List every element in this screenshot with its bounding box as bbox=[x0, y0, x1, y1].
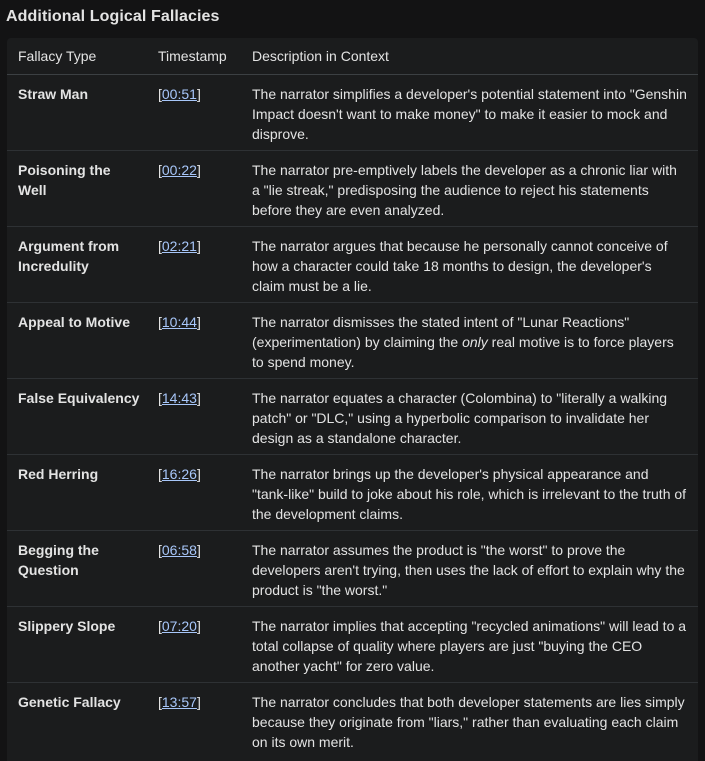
timestamp-cell: [02:21] bbox=[147, 227, 241, 303]
section-title: Additional Logical Fallacies bbox=[6, 8, 220, 25]
description-cell: The narrator brings up the developer's physical appearance and "tank-like" build to joke about his role, which is irrelevant to the truth of the development claims. bbox=[241, 455, 698, 531]
fallacy-type-cell: Appeal to Motive bbox=[7, 303, 147, 379]
fallacy-type-cell: Argument from Incredulity bbox=[7, 227, 147, 303]
timestamp-link[interactable]: 00:51 bbox=[161, 86, 197, 102]
fallacy-type-cell: False Equivalency bbox=[7, 379, 147, 455]
timestamp-link[interactable]: 07:20 bbox=[161, 618, 197, 634]
table-row bbox=[7, 531, 698, 607]
timestamp-cell: [00:22] bbox=[147, 151, 241, 227]
fallacy-type-cell: Begging the Question bbox=[7, 531, 147, 607]
table-row bbox=[7, 379, 698, 455]
table-row bbox=[7, 227, 698, 303]
table-row bbox=[7, 607, 698, 683]
timestamp-link[interactable]: 06:58 bbox=[161, 542, 197, 558]
timestamp-link[interactable]: 02:21 bbox=[161, 238, 197, 254]
timestamp-link[interactable]: 16:26 bbox=[161, 466, 197, 482]
table-row bbox=[7, 683, 698, 759]
description-cell: The narrator equates a character (Colombina) to "literally a walking patch" or "DLC," using a hyperbolic comparison to invalidate her design as a standalone character. bbox=[241, 379, 698, 455]
timestamp-cell: [10:44] bbox=[147, 303, 241, 379]
description-cell: The narrator concludes that both developer statements are lies simply because they originate from "liars," rather than evaluating each claim on its own merit. bbox=[252, 694, 685, 750]
description-cell: The narrator pre-emptively labels the developer as a chronic liar with a "lie streak," predisposing the audience to reject his statements before they are even analyzed. bbox=[241, 151, 698, 227]
column-header-fallacy-type: Fallacy Type bbox=[7, 38, 147, 75]
description-cell: The narrator argues that because he personally cannot conceive of how a character could take 18 months to design, the developer's claim must be a lie. bbox=[241, 227, 698, 303]
timestamp-cell: [00:51] bbox=[147, 75, 241, 151]
description-cell: The narrator dismisses the stated intent of "Lunar Reactions" (experimentation) by claiming the only real motive is to force players to spend money. bbox=[241, 303, 698, 379]
table-header-row bbox=[7, 38, 698, 75]
timestamp-link[interactable]: 00:22 bbox=[161, 162, 197, 178]
timestamp-cell: [14:43] bbox=[147, 379, 241, 455]
column-header-timestamp: Timestamp bbox=[147, 38, 241, 75]
fallacy-type-cell: Straw Man bbox=[7, 75, 147, 151]
fallacy-type-cell: Red Herring bbox=[7, 455, 147, 531]
column-header-description: Description in Context bbox=[241, 38, 698, 75]
description-cell: The narrator assumes the product is "the worst" to prove the developers aren't trying, then uses the lack of effort to explain why the product is "the worst." bbox=[241, 531, 698, 607]
timestamp-cell: [07:20] bbox=[147, 607, 241, 683]
timestamp-link[interactable]: 14:43 bbox=[161, 390, 197, 406]
timestamp-link[interactable]: 10:44 bbox=[161, 314, 197, 330]
emphasis-text: only bbox=[462, 334, 488, 350]
table-row bbox=[7, 151, 698, 227]
table-row bbox=[7, 75, 698, 151]
timestamp-cell: [13:57] bbox=[158, 694, 201, 710]
fallacy-type-cell: Slippery Slope bbox=[7, 607, 147, 683]
description-cell: The narrator simplifies a developer's potential statement into "Genshin Impact doesn't want to make money" to make it easier to mock and disprove. bbox=[241, 75, 698, 151]
table-row bbox=[7, 303, 698, 379]
fallacy-table-container[interactable] bbox=[7, 38, 698, 761]
table-row bbox=[7, 455, 698, 531]
timestamp-link[interactable]: 13:57 bbox=[161, 694, 197, 710]
fallacy-table bbox=[7, 38, 698, 759]
description-cell: The narrator implies that accepting "recycled animations" will lead to a total collapse of quality where players are just "buying the CEO another yacht" for zero value. bbox=[241, 607, 698, 683]
timestamp-cell: [06:58] bbox=[147, 531, 241, 607]
fallacy-type-cell: Genetic Fallacy bbox=[18, 694, 121, 710]
timestamp-cell: [16:26] bbox=[147, 455, 241, 531]
fallacy-type-cell: Poisoning the Well bbox=[7, 151, 147, 227]
